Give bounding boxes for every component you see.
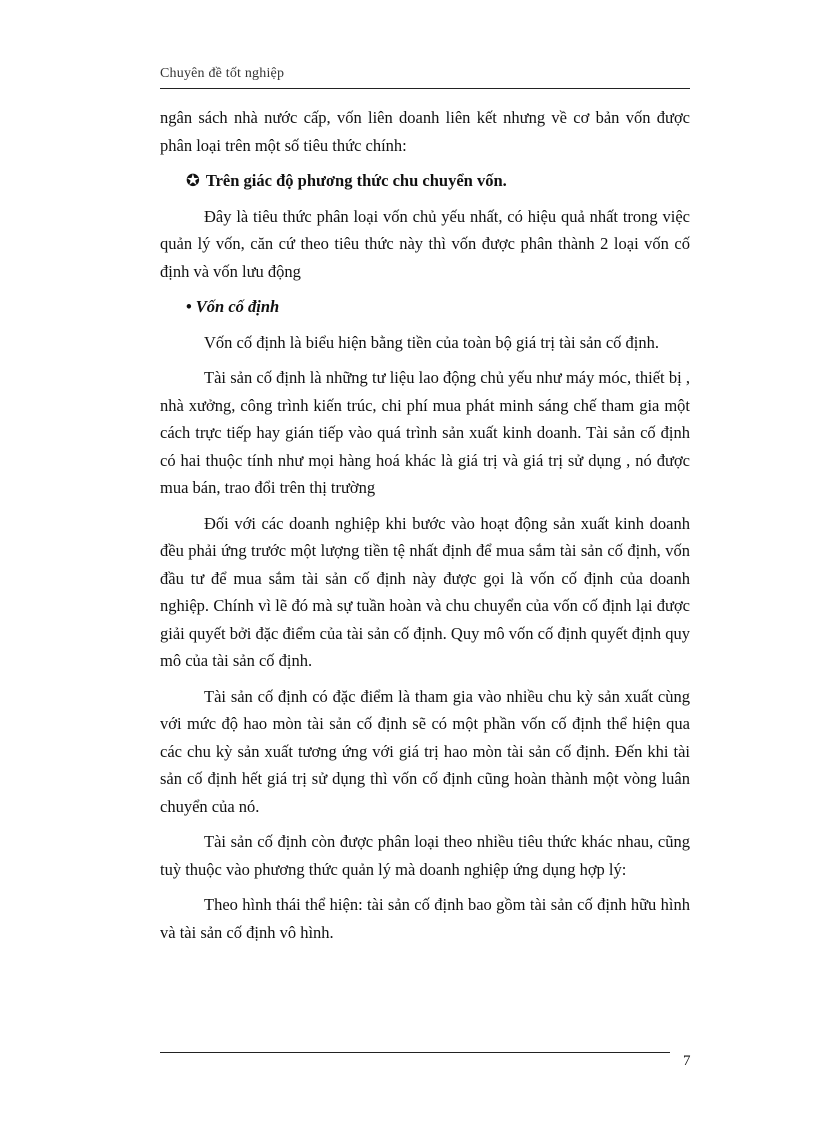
- page-header: [160, 66, 690, 89]
- section-heading: [160, 167, 690, 195]
- section-heading-text: Trên giác độ phương thức chu chuyển vốn.: [205, 171, 507, 190]
- paragraph-7: Tài sản cố định còn được phân loại theo nhiều tiêu thức khác nhau, cũng tuỳ thuộc vào phương thức quản lý mà doanh nghiệp ứng dụng hợp lý:: [160, 832, 690, 879]
- bullet-icon: •: [186, 297, 192, 316]
- paragraph-3: Vốn cố định là biểu hiện bằng tiền của toàn bộ giá trị tài sản cố định.: [204, 332, 660, 352]
- paragraph-5: Đối với các doanh nghiệp khi bước vào hoạt động sản xuất kinh doanh đều phải ứng trước một lượng tiền tệ nhất định để mua sắm tài sản cố định, vốn đầu tư để mua sắm tài sản cố định này được gọi là vốn cố định của doanh nghiệp. Chính vì lẽ đó mà sự tuần hoàn và chu chuyển của vốn cố định lại được giải quyết bởi đặc điểm của tài sản cố định. Quy mô vốn cố định quyết định quy mô của tài sản cố định.: [160, 513, 690, 670]
- subsection-heading-text: Vốn cố định: [195, 297, 280, 316]
- header-title: Chuyên đề tốt nghiệp: [160, 66, 285, 81]
- star-circle-icon: ✪: [186, 171, 200, 190]
- paragraph-1: ngân sách nhà nước cấp, vốn liên doanh liên kết nhưng về cơ bản vốn được phân loại trên một số tiêu thức chính:: [160, 108, 690, 155]
- subsection-heading: [160, 293, 690, 321]
- document-body: [160, 104, 690, 954]
- paragraph-6: Tài sản cố định có đặc điểm là tham gia vào nhiều chu kỳ sản xuất cùng với mức độ hao mòn tài sản cố định sẽ có một phần vốn cố định thể hiện qua các chu kỳ sản xuất tương ứng với giá trị hao mòn tài sản cố định. Đến khi tài sản cố định hết giá trị sử dụng thì vốn cố định cũng hoàn thành một vòng luân chuyển của nó.: [160, 686, 690, 816]
- page-number: 7: [683, 1053, 691, 1069]
- paragraph-2: Đây là tiêu thức phân loại vốn chủ yếu nhất, có hiệu quả nhất trong việc quản lý vốn, căn cứ theo tiêu thức này thì vốn được phân thành 2 loại vốn cố định và vốn lưu động: [160, 206, 690, 281]
- paragraph-4: Tài sản cố định là những tư liệu lao động chủ yếu như máy móc, thiết bị , nhà xưởng, công trình kiến trúc, chi phí mua phát minh sáng chế tham gia một cách trực tiếp hay gián tiếp vào quá trình sản xuất kinh doanh. Tài sản cố định có hai thuộc tính như mọi hàng hoá khác là giá trị và giá trị sử dụng , nó được mua bán, trao đổi trên thị trường: [160, 368, 690, 497]
- footer-divider: [160, 1052, 670, 1053]
- paragraph-8: Theo hình thái thể hiện: tài sản cố định bao gồm tài sản cố định hữu hình và tài sản cố định vô hình.: [160, 895, 690, 942]
